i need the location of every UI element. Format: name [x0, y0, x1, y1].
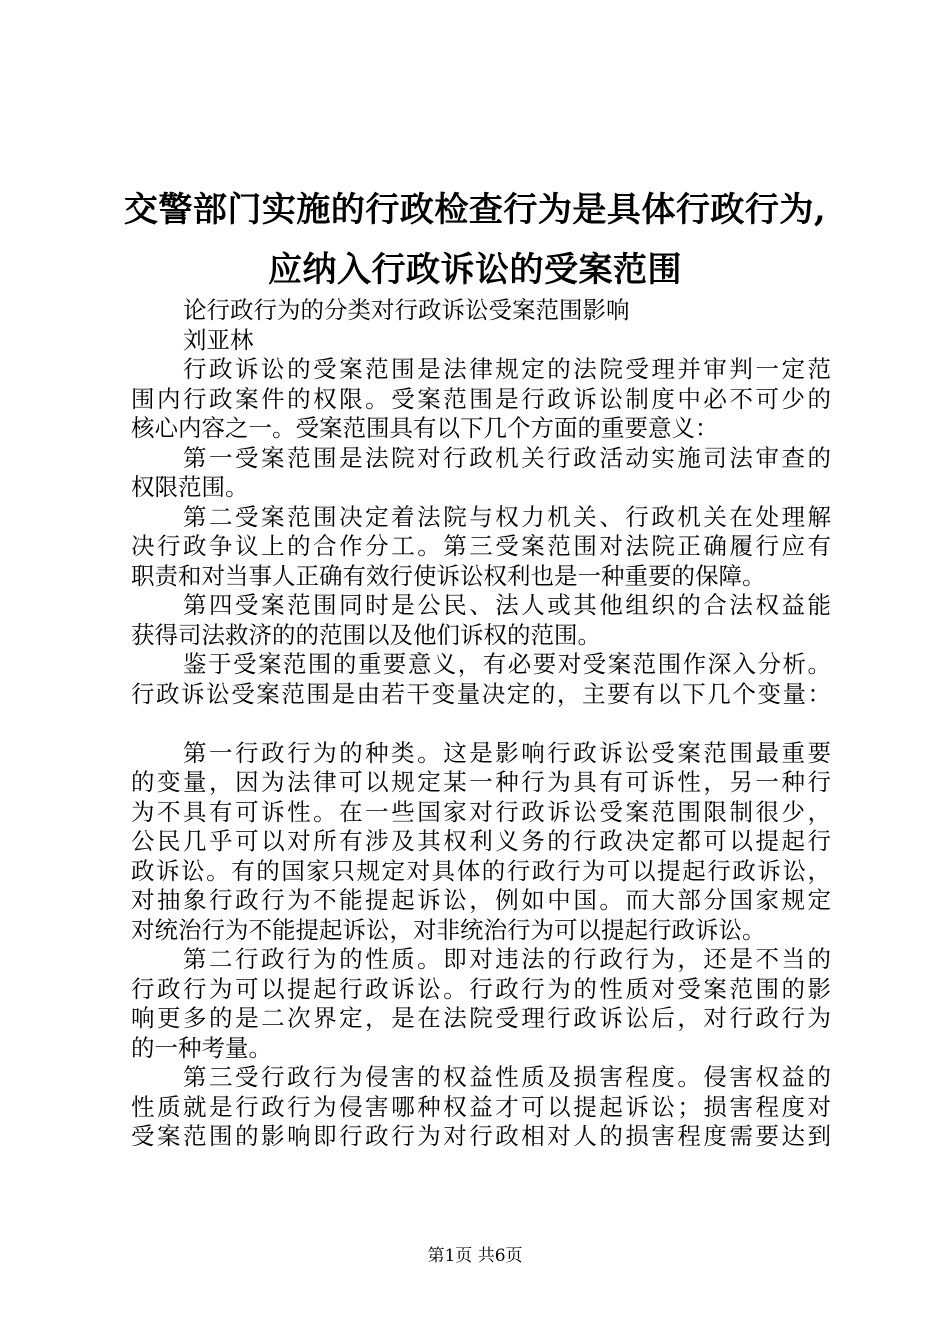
body-line: 受案范围的影响即行政行为对行政相对人的损害程度需要达到 [131, 1122, 831, 1150]
body-line: 核心内容之一。受案范围具有以下几个方面的重要意义： [131, 414, 719, 442]
body-line: 对抽象行政行为不能提起诉讼，例如中国。而大部分国家规定 [131, 886, 831, 914]
body-line: 行政行为可以提起行政诉讼。行政行为的性质对受案范围的影 [131, 974, 831, 1003]
body-line: 对统治行为不能提起诉讼，对非统治行为可以提起行政诉讼。 [131, 915, 766, 944]
author: 刘亚林 [183, 325, 254, 354]
body-line: 行政诉讼受案范围是由若干变量决定的，主要有以下几个变量： [131, 679, 831, 708]
body-line: 获得司法救济的的范围以及他们诉权的范围。 [131, 620, 601, 649]
body-line: 第三受行政行为侵害的权益性质及损害程度。侵害权益的 [183, 1063, 831, 1091]
body-line: 为不具有可诉性。在一些国家对行政诉讼受案范围限制很少， [131, 797, 831, 826]
document-body [131, 296, 831, 1152]
document-title-line-1: 交警部门实施的行政检查行为是具体行政行为, [123, 190, 827, 230]
body-line: 行政诉讼的受案范围是法律规定的法院受理并审判一定范 [183, 355, 831, 383]
body-line: 第四受案范围同时是公民、法人或其他组织的合法权益能 [183, 591, 831, 619]
body-line: 的变量，因为法律可以规定某一种行为具有可诉性，另一种行 [131, 768, 831, 796]
body-line: 第二行政行为的性质。即对违法的行政行为，还是不当的 [183, 945, 831, 973]
subtitle: 论行政行为的分类对行政诉讼受案范围影响 [183, 296, 630, 324]
body-line: 鉴于受案范围的重要意义，有必要对受案范围作深入分析。 [183, 650, 831, 678]
blank-line [131, 709, 831, 739]
body-line: 职责和对当事人正确有效行使诉讼权利也是一种重要的保障。 [131, 561, 766, 590]
body-line: 第一受案范围是法院对行政机关行政活动实施司法审查的 [183, 443, 831, 472]
body-line: 决行政争议上的合作分工。第三受案范围对法院正确履行应有 [131, 532, 831, 560]
body-line: 响更多的是二次界定，是在法院受理行政诉讼后，对行政行为 [131, 1004, 831, 1032]
document-title-line-2: 应纳入行政诉讼的受案范围 [268, 250, 682, 290]
body-line: 第一行政行为的种类。这是影响行政诉讼受案范围最重要 [183, 738, 831, 767]
body-line: 围内行政案件的权限。受案范围是行政诉讼制度中必不可少的 [131, 384, 831, 413]
body-line: 性质就是行政行为侵害哪种权益才可以提起诉讼；损害程度对 [131, 1092, 831, 1121]
body-line: 权限范围。 [131, 473, 249, 501]
page-footer: 第1页 共6页 [427, 1246, 523, 1266]
body-line: 的一种考量。 [131, 1033, 272, 1062]
body-line: 公民几乎可以对所有涉及其权利义务的行政决定都可以提起行 [131, 827, 831, 855]
body-line: 第二受案范围决定着法院与权力机关、行政机关在处理解 [183, 502, 831, 531]
body-line: 政诉讼。有的国家只规定对具体的行政行为可以提起行政诉讼， [131, 856, 831, 885]
